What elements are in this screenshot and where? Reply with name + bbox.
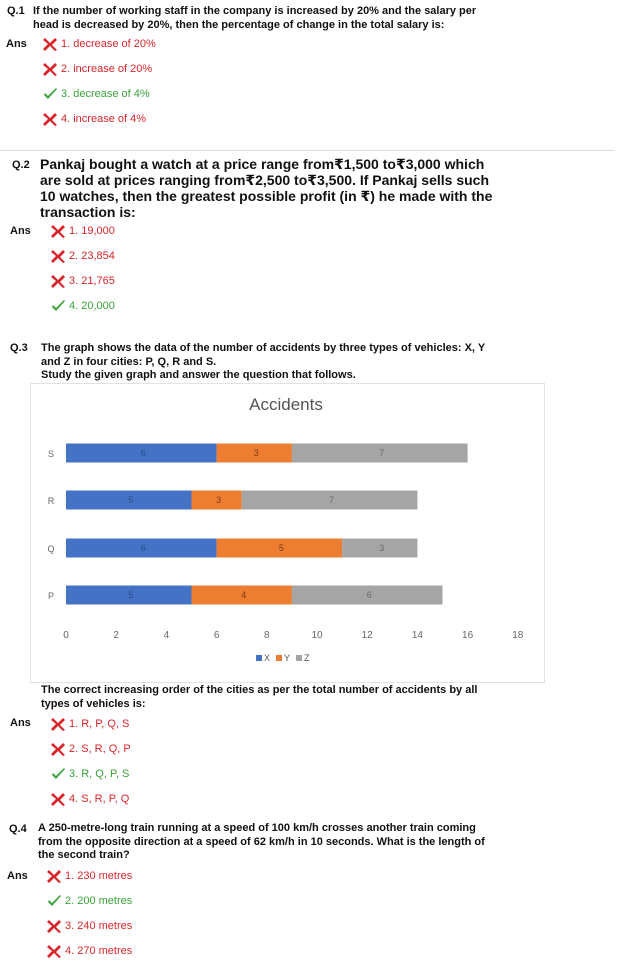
cross-icon xyxy=(50,224,66,238)
option-label: 4. increase of 4% xyxy=(61,113,146,125)
option-label: 2. S, R, Q, P xyxy=(69,743,131,755)
option-3[interactable] xyxy=(50,767,129,781)
option-label: 1. 19,000 xyxy=(69,225,115,237)
option-label: 2. increase of 20% xyxy=(61,63,153,75)
category-label: S xyxy=(47,449,55,459)
legend-swatch-y xyxy=(276,655,282,661)
check-icon xyxy=(46,894,62,908)
cross-icon xyxy=(50,792,66,806)
answer-label: Ans xyxy=(6,38,27,50)
option-label: 3. 240 metres xyxy=(65,920,133,932)
cross-icon xyxy=(50,274,66,288)
data-label: 5 xyxy=(128,590,134,600)
data-label: 6 xyxy=(366,590,372,600)
cross-icon xyxy=(42,37,58,51)
legend-label: Z xyxy=(304,653,310,663)
option-4[interactable] xyxy=(50,299,115,313)
option-label: 3. R, Q, P, S xyxy=(69,768,130,780)
option-3[interactable] xyxy=(50,274,115,288)
question-number: Q.3 xyxy=(10,342,28,354)
answer-label: Ans xyxy=(7,870,28,882)
cross-icon xyxy=(46,919,62,933)
option-3[interactable] xyxy=(42,87,150,101)
accidents-chart xyxy=(30,383,545,683)
x-tick-label: 4 xyxy=(163,630,170,641)
cross-icon xyxy=(50,742,66,756)
x-tick-label: 8 xyxy=(264,630,270,641)
data-label: 4 xyxy=(241,590,247,600)
legend-swatch-x xyxy=(256,655,262,661)
question-subtext: The correct increasing order of the cities as per the total number of accidents by all types of vehicles is: xyxy=(41,684,478,710)
x-tick-label: 12 xyxy=(361,630,373,641)
option-label: 3. decrease of 4% xyxy=(61,88,150,100)
option-1[interactable] xyxy=(42,37,156,51)
answer-label: Ans xyxy=(10,225,31,237)
chart-title: Accidents xyxy=(249,395,323,414)
data-label: 5 xyxy=(128,495,134,505)
data-label: 6 xyxy=(140,448,146,458)
data-label: 3 xyxy=(379,543,385,553)
separator xyxy=(0,150,614,151)
data-label: 7 xyxy=(329,495,335,505)
option-label: 4. S, R, P, Q xyxy=(69,793,130,805)
cross-icon xyxy=(42,112,58,126)
question-number: Q.2 xyxy=(12,159,30,171)
option-1[interactable] xyxy=(46,869,132,883)
option-label: 3. 21,765 xyxy=(69,275,115,287)
x-tick-label: 6 xyxy=(213,630,220,641)
data-label: 5 xyxy=(278,543,284,553)
option-2[interactable] xyxy=(50,249,115,263)
cross-icon xyxy=(50,717,66,731)
legend-label: Y xyxy=(284,653,291,663)
data-label: 7 xyxy=(379,448,385,458)
option-4[interactable] xyxy=(50,792,129,806)
data-label: 6 xyxy=(140,543,146,553)
option-2[interactable] xyxy=(50,742,131,756)
category-label: R xyxy=(47,496,55,506)
check-icon xyxy=(50,299,66,313)
option-label: 2. 200 metres xyxy=(65,895,133,907)
option-label: 4. 20,000 xyxy=(69,300,115,312)
answer-label: Ans xyxy=(10,717,31,729)
option-1[interactable] xyxy=(50,717,129,731)
question-text: Pankaj bought a watch at a price range from₹1,500 to₹3,000 which are sold at prices ranging from₹2,500 to₹3,500. If Pankaj sells such 10 watches, then the greatest possible profit (in ₹) he made with the transaction is: xyxy=(40,156,493,220)
option-3[interactable] xyxy=(46,919,132,933)
x-tick-label: 10 xyxy=(311,630,323,641)
cross-icon xyxy=(42,62,58,76)
category-label: Q xyxy=(47,544,55,554)
option-2[interactable] xyxy=(42,62,152,76)
option-4[interactable] xyxy=(42,112,146,126)
question-text: If the number of working staff in the company is increased by 20% and the salary per head is decreased by 20%, then the percentage of change in the total salary is: xyxy=(33,5,477,31)
option-label: 1. 230 metres xyxy=(65,870,133,882)
check-icon xyxy=(42,87,58,101)
cross-icon xyxy=(46,869,62,883)
option-label: 4. 270 metres xyxy=(65,945,133,957)
cross-icon xyxy=(50,249,66,263)
x-tick-label: 16 xyxy=(462,630,474,641)
data-label: 3 xyxy=(216,495,222,505)
question-text: The graph shows the data of the number of accidents by three types of vehicles: X, Y and Z in four cities: P, Q, R and S. Study the given graph and answer the question that follows. xyxy=(41,342,486,381)
option-4[interactable] xyxy=(46,944,132,958)
option-label: 1. R, P, Q, S xyxy=(69,718,130,730)
data-label: 3 xyxy=(253,448,259,458)
option-label: 1. decrease of 20% xyxy=(61,38,156,50)
category-label: P xyxy=(47,591,55,601)
x-tick-label: 18 xyxy=(512,630,524,641)
option-2[interactable] xyxy=(46,894,132,908)
question-text: A 250-metre-long train running at a speed of 100 km/h crosses another train coming from the opposite direction at a speed of 62 km/h in 10 seconds. What is the length of the second train? xyxy=(38,822,485,861)
check-icon xyxy=(50,767,66,781)
question-number: Q.4 xyxy=(9,823,27,835)
chart-svg xyxy=(30,383,545,683)
x-tick-label: 0 xyxy=(63,630,69,641)
cross-icon xyxy=(46,944,62,958)
legend-label: X xyxy=(264,653,271,663)
option-label: 2. 23,854 xyxy=(69,250,115,262)
x-tick-label: 14 xyxy=(411,630,423,641)
option-1[interactable] xyxy=(50,224,115,238)
x-tick-label: 2 xyxy=(113,630,119,641)
legend-swatch-z xyxy=(296,655,302,661)
question-number: Q.1 xyxy=(7,5,25,17)
